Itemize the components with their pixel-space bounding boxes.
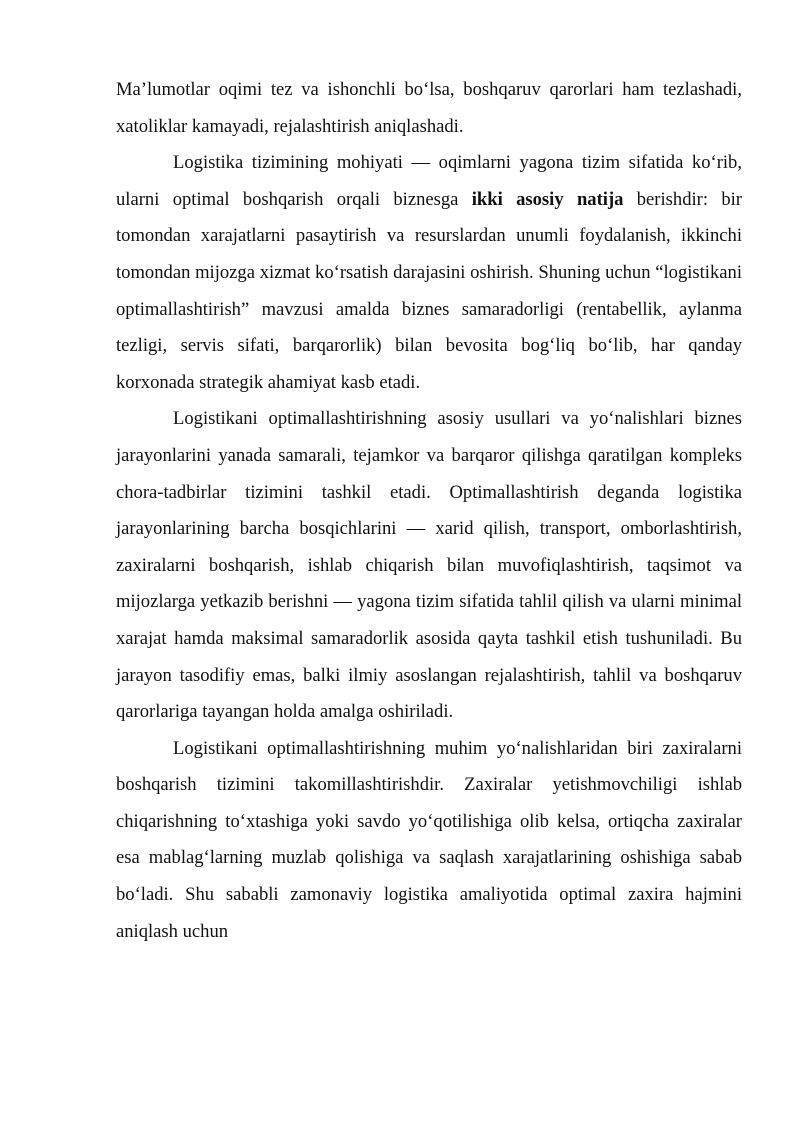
document-page: [116, 72, 742, 950]
paragraph-optimization-methods: Logistikani optimallashtirishning asosiy usullari va yo‘nalishlari biznes jarayonlarini yanada samarali, tejamkor va barqaror qilishga qaratilgan kompleks chora-tadbirlar tizimini tashkil etadi. Optimallashtirish deganda logistika jarayonlarining barcha bosqichlarini — xarid qilish, transport, omborlashtirish, zaxiralarni boshqarish, ishlab chiqarish bilan muvofiqlashtirish, taqsimot va mijozlarga yetkazib berishni — yagona tizim sifatida tahlil qilish va ularni minimal xarajat hamda maksimal samaradorlik asosida qayta tashkil etish tushuniladi. Bu jarayon tasodifiy emas, balki ilmiy asoslangan rejalashtirish, tahlil va boshqaruv qarorlariga tayangan holda amalga oshiriladi.: [116, 408, 742, 723]
paragraph-data-flow: Ma’lumotlar oqimi tez va ishonchli bo‘lsa, boshqaruv qarorlari ham tezlashadi, xatoliklar kamayadi, rejalashtirish aniqlashadi.: [116, 79, 742, 137]
paragraph-text-end: berishdir: bir tomondan xarajatlarni pasaytirish va resurslardan unumli foydalanish, ikkinchi tomondan mijozga xizmat ko‘rsatish darajasini oshirish. Shuning uchun “logistikani optimallashtirish” mavzusi amalda biznes samaradorligi (rentabellik, aylanma tezligi, servis sifati, barqarorlik) bilan bevosita bog‘liq bo‘lib, har qanday korxonada strategik ahamiyat kasb etadi.: [116, 188, 742, 393]
bold-phrase-two-main-results: ikki asosiy natija: [471, 188, 624, 210]
paragraph-inventory-management: Logistikani optimallashtirishning muhim yo‘nalishlaridan biri zaxiralarni boshqarish tizimini takomillashtirishdir. Zaxiralar yetishmovchiligi ishlab chiqarishning to‘xtashiga yoki savdo yo‘qotilishiga olib kelsa, ortiqcha zaxiralar esa mablag‘larning muzlab qolishiga va saqlash xarajatlarining oshishiga sabab bo‘ladi. Shu sababli zamonaviy logistika amaliyotida optimal zaxira hajmini aniqlash uchun: [116, 737, 742, 942]
paragraph-text-start: Logistika tizimining mohiyati — oqimlarni yagona tizim sifatida ko‘rib, ularni optimal boshqarish orqali biznesga: [116, 152, 742, 210]
paragraph-logistics-essence: [116, 145, 742, 401]
